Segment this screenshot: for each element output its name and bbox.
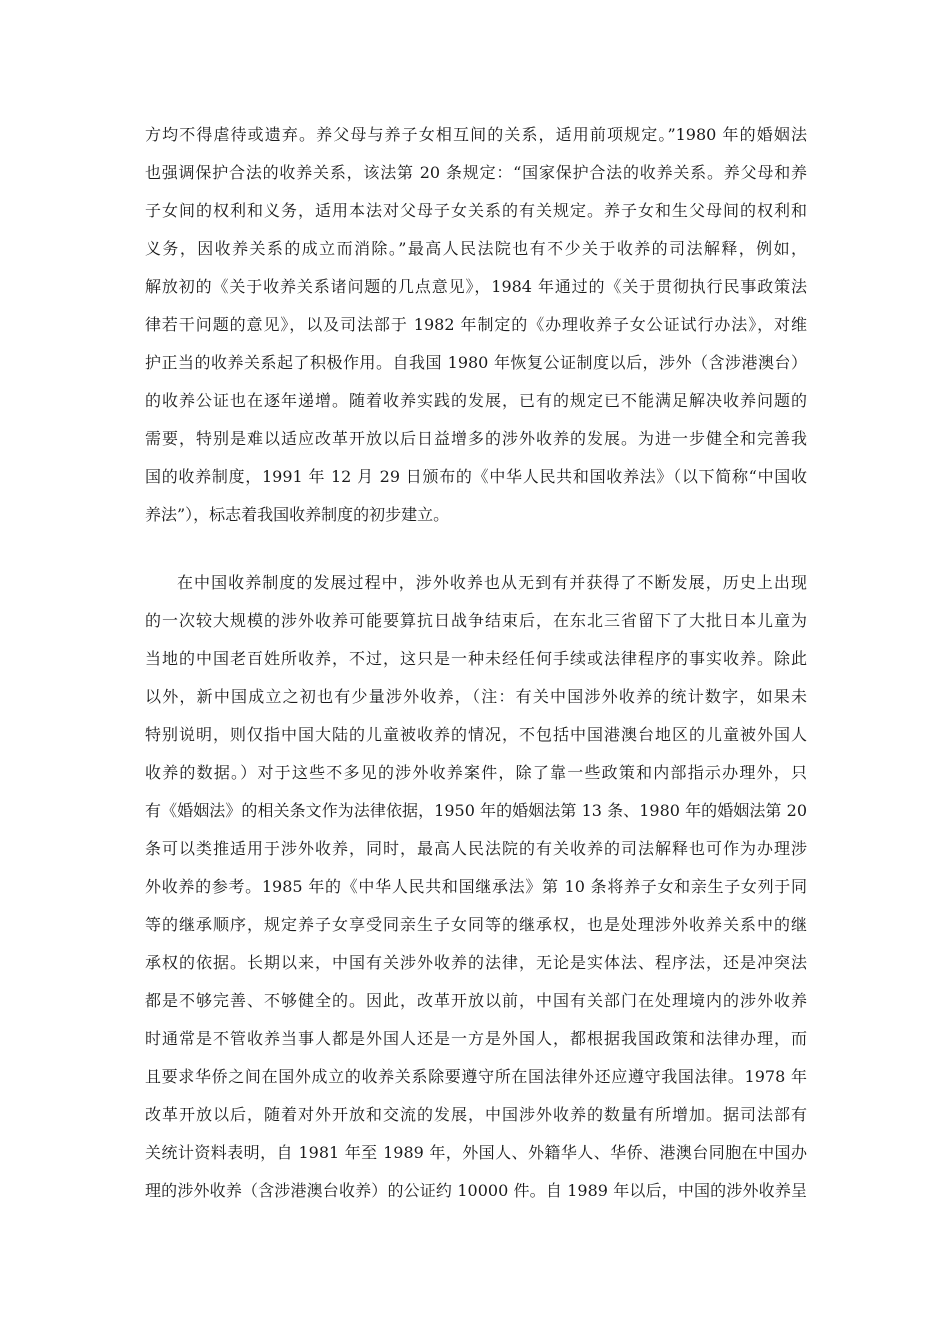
text-line: 等的继承顺序，规定养子女享受同亲生子女同等的继承权，也是处理涉外收养关系中的继 [145,915,807,934]
text-line: 子女间的权利和义务，适用本法对父母子女关系的有关规定。养子女和生父母间的权利和 [145,201,807,220]
text-line: 在中国收养制度的发展过程中，涉外收养也从无到有并获得了不断发展，历史上出现 [177,573,807,592]
text-line: 律若干问题的意见》，以及司法部于 1982 年制定的《办理收养子女公证试行办法》，对维 [145,315,807,334]
text-line: 有《婚姻法》的相关条文作为法律依据，1950 年的婚姻法第 13 条、1980 年的婚姻法第 20 [145,801,807,820]
text-line: 且要求华侨之间在国外成立的收养关系除要遵守所在国法律外还应遵守我国法律。1978 年 [145,1067,807,1086]
text-line: 时通常是不管收养当事人都是外国人还是一方是外国人，都根据我国政策和法律办理，而 [145,1029,807,1048]
text-line: 需要，特别是难以适应改革开放以后日益增多的涉外收养的发展。为进一步健全和完善我 [145,429,807,448]
text-line: 解放初的《关于收养关系诸问题的几点意见》，1984 年通过的《关于贯彻执行民事政策法 [145,277,807,296]
text-line: 收养的数据。）对于这些不多见的涉外收养案件，除了靠一些政策和内部指示办理外，只 [145,763,807,782]
text-line: 义务，因收养关系的成立而消除。”最高人民法院也有不少关于收养的司法解释，例如， [145,239,807,258]
text-line: 以外，新中国成立之初也有少量涉外收养，（注：有关中国涉外收养的统计数字，如果未 [145,687,807,706]
text-line: 承权的依据。长期以来，中国有关涉外收养的法律，无论是实体法、程序法，还是冲突法 [145,953,807,972]
text-line: 国的收养制度，1991 年 12 月 29 日颁布的《中华人民共和国收养法》（以下简称“中国收 [145,467,807,486]
text-line: 条可以类推适用于涉外收养，同时，最高人民法院的有关收养的司法解释也可作为办理涉 [145,839,807,858]
text-line: 方均不得虐待或遗弃。养父母与养子女相互间的关系，适用前项规定。”1980 年的婚姻法 [145,125,807,144]
text-line: 理的涉外收养（含涉港澳台收养）的公证约 10000 件。自 1989 年以后，中国的涉外收养呈 [145,1181,807,1200]
text-line: 也强调保护合法的收养关系，该法第 20 条规定：“国家保护合法的收养关系。养父母和养 [145,163,807,182]
text-line: 护正当的收养关系起了积极作用。自我国 1980 年恢复公证制度以后，涉外（含涉港澳台） [145,353,807,372]
text-line: 关统计资料表明，自 1981 年至 1989 年，外国人、外籍华人、华侨、港澳台同胞在中国办 [145,1143,807,1162]
text-line: 的收养公证也在逐年递增。随着收养实践的发展，已有的规定已不能满足解决收养问题的 [145,391,807,410]
text-line: 改革开放以后，随着对外开放和交流的发展，中国涉外收养的数量有所增加。据司法部有 [145,1105,807,1124]
text-line: 外收养的参考。1985 年的《中华人民共和国继承法》第 10 条将养子女和亲生子女列于同 [145,877,807,896]
text-line: 特别说明，则仅指中国大陆的儿童被收养的情况，不包括中国港澳台地区的儿童被外国人 [145,725,807,744]
text-line: 都是不够完善、不够健全的。因此，改革开放以前，中国有关部门在处理境内的涉外收养 [145,991,807,1010]
text-line: 养法”），标志着我国收养制度的初步建立。 [145,505,450,524]
text-line: 的一次较大规模的涉外收养可能要算抗日战争结束后，在东北三省留下了大批日本儿童为 [145,611,807,630]
text-line: 当地的中国老百姓所收养，不过，这只是一种未经任何手续或法律程序的事实收养。除此 [145,649,807,668]
